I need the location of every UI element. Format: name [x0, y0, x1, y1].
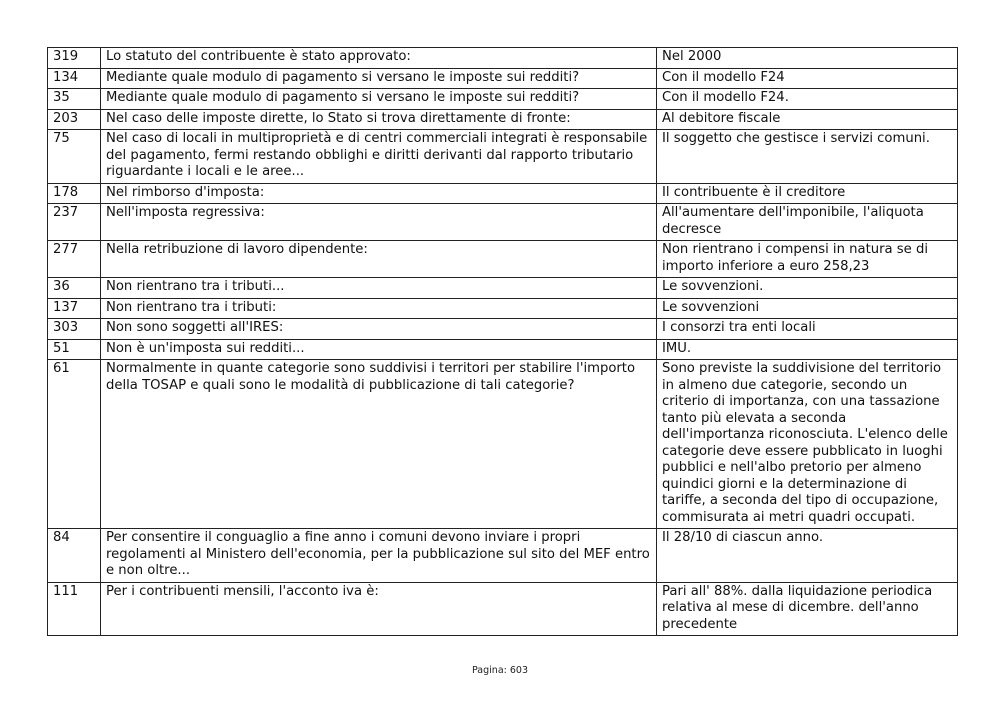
answer-cell: Il 28/10 di ciascun anno. [657, 529, 958, 583]
question-cell: Non è un'imposta sui redditi... [101, 339, 657, 360]
table-row [48, 130, 958, 184]
question-cell: Nell'imposta regressiva: [101, 204, 657, 241]
row-number-cell: 51 [48, 339, 101, 360]
answer-cell: Nel 2000 [657, 48, 958, 69]
table-row [48, 48, 958, 69]
table-body [48, 48, 958, 636]
table-row [48, 89, 958, 110]
answer-cell: Il contribuente è il creditore [657, 183, 958, 204]
row-number-cell: 134 [48, 68, 101, 89]
answer-cell: All'aumentare dell'imponibile, l'aliquota decresce [657, 204, 958, 241]
question-cell: Nel caso delle imposte dirette, lo Stato si trova direttamente di fronte: [101, 109, 657, 130]
answer-cell: Le sovvenzioni [657, 298, 958, 319]
question-cell: Per i contribuenti mensili, l'acconto iva è: [101, 582, 657, 636]
row-number-cell: 35 [48, 89, 101, 110]
row-number-cell: 237 [48, 204, 101, 241]
question-cell: Non sono soggetti all'IRES: [101, 319, 657, 340]
question-cell: Nella retribuzione di lavoro dipendente: [101, 241, 657, 278]
row-number-cell: 36 [48, 278, 101, 299]
row-number-cell: 137 [48, 298, 101, 319]
answer-cell: I consorzi tra enti locali [657, 319, 958, 340]
row-number-cell: 84 [48, 529, 101, 583]
row-number-cell: 277 [48, 241, 101, 278]
row-number-cell: 111 [48, 582, 101, 636]
question-cell: Mediante quale modulo di pagamento si versano le imposte sui redditi? [101, 68, 657, 89]
answer-cell: Con il modello F24. [657, 89, 958, 110]
table-row [48, 109, 958, 130]
row-number-cell: 61 [48, 360, 101, 529]
table-row [48, 183, 958, 204]
table-row [48, 278, 958, 299]
answer-cell: Con il modello F24 [657, 68, 958, 89]
question-cell: Lo statuto del contribuente è stato approvato: [101, 48, 657, 69]
table-row [48, 298, 958, 319]
question-cell: Nel caso di locali in multiproprietà e di centri commerciali integrati è responsabile del pagamento, fermi restando obblighi e diritti derivanti dal rapporto tributario riguardante i locali e le aree... [101, 130, 657, 184]
table-row [48, 339, 958, 360]
table-row [48, 582, 958, 636]
row-number-cell: 75 [48, 130, 101, 184]
table-row [48, 241, 958, 278]
table-row [48, 360, 958, 529]
row-number-cell: 319 [48, 48, 101, 69]
question-cell: Non rientrano tra i tributi... [101, 278, 657, 299]
question-cell: Nel rimborso d'imposta: [101, 183, 657, 204]
table-row [48, 529, 958, 583]
question-answer-table [47, 47, 958, 636]
row-number-cell: 203 [48, 109, 101, 130]
question-cell: Mediante quale modulo di pagamento si versano le imposte sui redditi? [101, 89, 657, 110]
page-number: Pagina: 603 [472, 665, 528, 676]
question-cell: Normalmente in quante categorie sono suddivisi i territori per stabilire l'importo della TOSAP e quali sono le modalità di pubblicazione di tali categorie? [101, 360, 657, 529]
answer-cell: Non rientrano i compensi in natura se di importo inferiore a euro 258,23 [657, 241, 958, 278]
row-number-cell: 303 [48, 319, 101, 340]
table-row [48, 68, 958, 89]
answer-cell: Sono previste la suddivisione del territorio in almeno due categorie, secondo un criterio di importanza, con una tassazione tanto più elevata a seconda dell'importanza riconosciuta. L'elenco delle categorie deve essere pubblicato in luoghi pubblici e nell'albo pretorio per almeno quindici giorni e la determinazione di tariffe, a seconda del tipo di occupazione, commisurata ai metri quadri occupati. [657, 360, 958, 529]
answer-cell: Al debitore fiscale [657, 109, 958, 130]
answer-cell: Le sovvenzioni. [657, 278, 958, 299]
table-row [48, 319, 958, 340]
table-row [48, 204, 958, 241]
answer-cell: Il soggetto che gestisce i servizi comuni. [657, 130, 958, 184]
answer-cell: IMU. [657, 339, 958, 360]
row-number-cell: 178 [48, 183, 101, 204]
answer-cell: Pari all' 88%. dalla liquidazione periodica relativa al mese di dicembre. dell'anno precedente [657, 582, 958, 636]
question-cell: Non rientrano tra i tributi: [101, 298, 657, 319]
question-cell: Per consentire il conguaglio a fine anno i comuni devono inviare i propri regolamenti al Ministero dell'economia, per la pubblicazione sul sito del MEF entro e non oltre... [101, 529, 657, 583]
